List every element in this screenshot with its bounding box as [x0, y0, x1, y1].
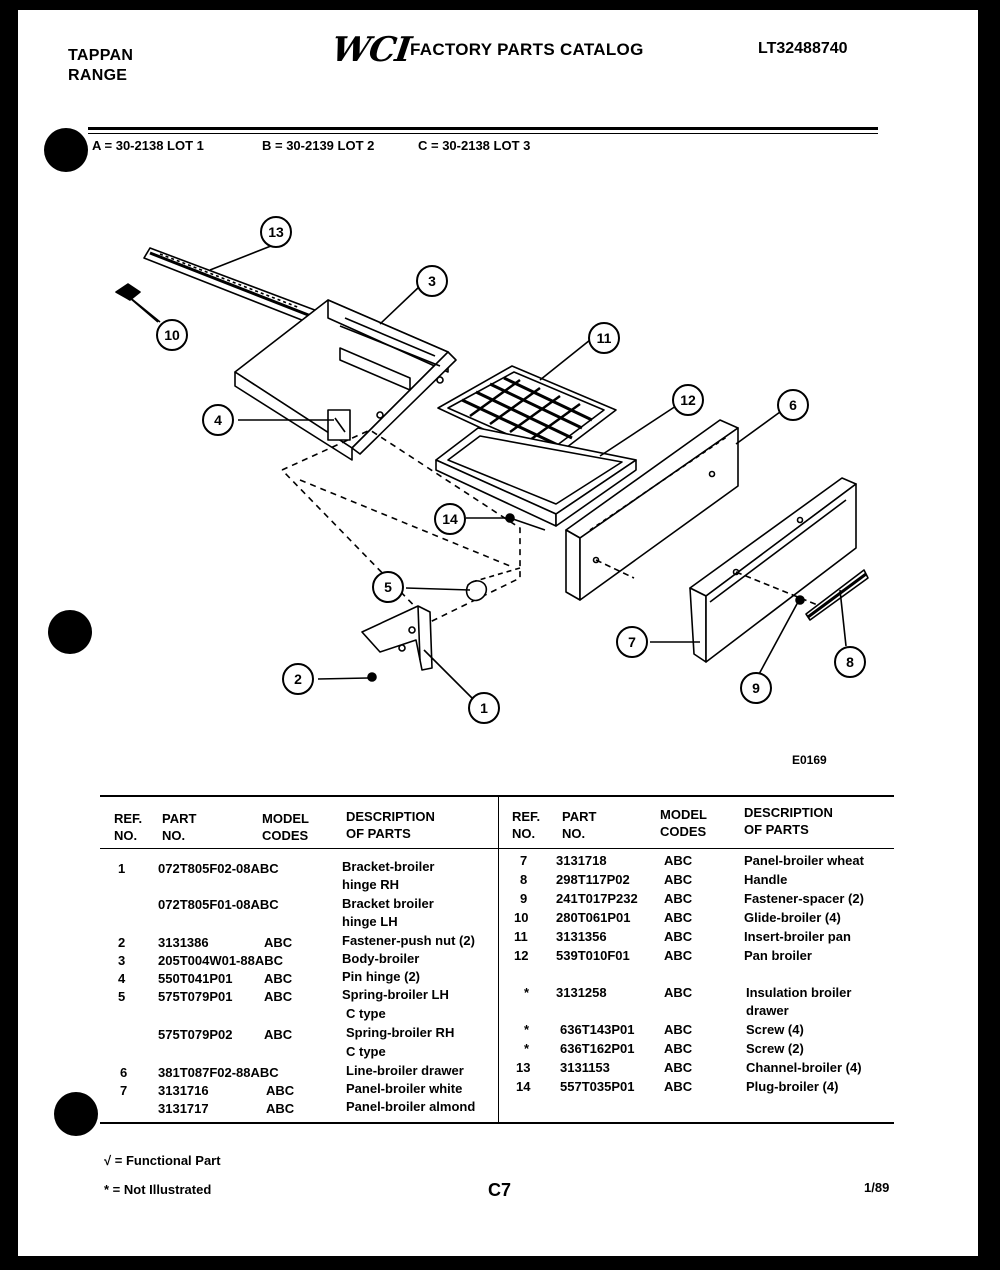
- table-header-rule: [100, 848, 894, 849]
- page-number: C7: [488, 1180, 512, 1200]
- svg-text:1: 1: [480, 700, 488, 716]
- not-illustrated-legend: * = Not Illustrated: [104, 1182, 212, 1197]
- lot-a: A = 30-2138 LOT 1: [92, 138, 204, 153]
- callout-9: [741, 673, 771, 703]
- lot-c: C = 30-2138 LOT 3: [418, 138, 531, 153]
- binder-hole-bottom: [54, 1092, 98, 1136]
- header-model-codes: MODEL CODES: [660, 807, 707, 839]
- callout-2: [283, 664, 313, 694]
- callout-10: [157, 320, 187, 350]
- callout-1: [469, 693, 499, 723]
- catalog-title: FACTORY PARTS CATALOG: [410, 40, 644, 59]
- header-description: DESCRIPTION OF PARTS: [744, 805, 833, 837]
- table-column-divider: [498, 795, 499, 1123]
- product-type: RANGE: [68, 67, 128, 84]
- svg-text:10: 10: [164, 327, 180, 343]
- header-part-no: PART NO.: [562, 809, 597, 841]
- callout-6: [778, 390, 808, 420]
- channel-broiler-part: [144, 248, 320, 324]
- svg-text:11: 11: [596, 330, 612, 346]
- functional-part-legend: √ = Functional Part: [104, 1153, 221, 1168]
- callout-14: [435, 504, 465, 534]
- svg-text:12: 12: [680, 392, 696, 408]
- glide-broiler-part: [116, 284, 160, 322]
- callout-11: [589, 323, 619, 353]
- svg-text:13: 13: [268, 224, 284, 240]
- callout-8: [835, 647, 865, 677]
- svg-text:4: 4: [214, 412, 222, 428]
- wci-logo: WCI: [329, 30, 413, 70]
- panel-broiler-part: [690, 478, 856, 662]
- svg-text:6: 6: [789, 397, 797, 413]
- header-description: DESCRIPTION OF PARTS: [346, 809, 435, 841]
- table-top-rule: [100, 795, 894, 797]
- lot-b: B = 30-2139 LOT 2: [262, 138, 375, 153]
- svg-text:3: 3: [428, 273, 436, 289]
- fastener-push-nut-part: [368, 673, 376, 681]
- pin-hinge-part: [328, 410, 350, 440]
- table-bottom-rule: [100, 1122, 894, 1124]
- svg-text:8: 8: [846, 654, 854, 670]
- svg-text:5: 5: [384, 579, 392, 595]
- header-model-codes: MODEL CODES: [262, 811, 309, 843]
- catalog-number: LT32488740: [758, 40, 848, 57]
- header-ref-no: REF. NO.: [512, 809, 541, 841]
- svg-text:14: 14: [442, 511, 458, 527]
- callout-4: [203, 405, 233, 435]
- svg-text:7: 7: [628, 634, 636, 650]
- svg-text:2: 2: [294, 671, 302, 687]
- callout-13: [261, 217, 291, 247]
- callout-12: [673, 385, 703, 415]
- callout-3: [417, 266, 447, 296]
- header-part-no: PART NO.: [162, 811, 197, 843]
- callout-7: [617, 627, 647, 657]
- spring-broiler-part: [467, 568, 520, 600]
- svg-text:9: 9: [752, 680, 760, 696]
- bracket-broiler-hinge-part: [362, 606, 432, 670]
- revision-date: 1/89: [864, 1180, 890, 1195]
- figure-code: E0169: [792, 753, 827, 767]
- brand-name: TAPPAN: [68, 47, 134, 64]
- callout-5: [373, 572, 403, 602]
- header-ref-no: REF. NO.: [114, 811, 143, 843]
